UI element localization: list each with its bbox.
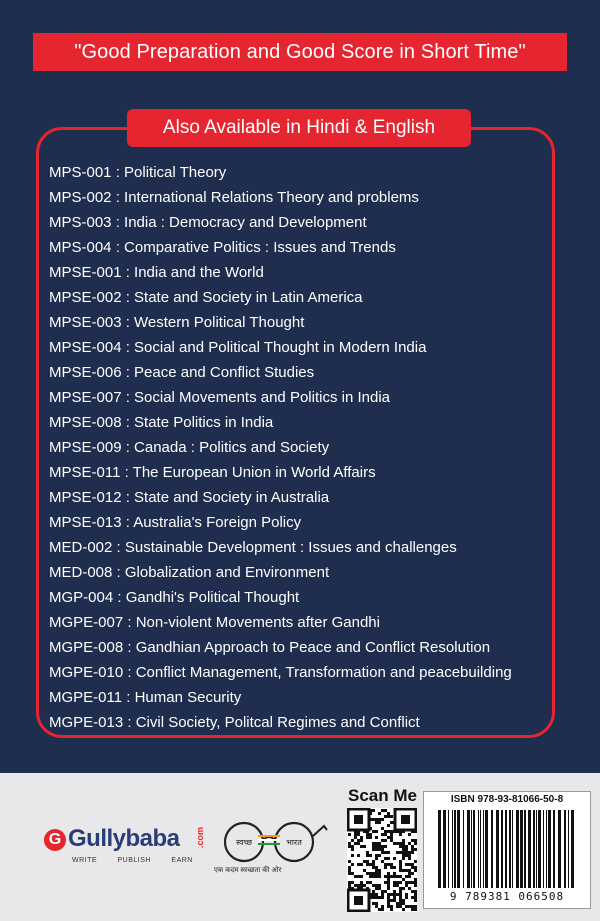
logo-tagline: WRITE PUBLISH EARN [72, 857, 193, 864]
logo-name: Gullybaba [68, 825, 180, 852]
course-item: MGPE-007 : Non-violent Movements after Gandhi [49, 614, 380, 631]
right-lens-text: भारत [286, 838, 302, 847]
course-item: MPS-002 : International Relations Theory and problems [49, 189, 419, 206]
course-item: MPS-004 : Comparative Politics : Issues and Trends [49, 239, 396, 256]
swachh-caption: एक कदम स्वच्छता की ओर [214, 867, 282, 874]
course-item: MPSE-003 : Western Political Thought [49, 314, 305, 331]
course-item: MPSE-002 : State and Society in Latin America [49, 289, 363, 306]
swachh-bharat-logo [214, 816, 328, 882]
isbn-number: ISBN 978-93-81066-50-8 [450, 794, 564, 805]
logo-mark-icon: G [44, 829, 66, 851]
course-item: MGPE-008 : Gandhian Approach to Peace and Conflict Resolution [49, 639, 491, 656]
course-item: MGP-004 : Gandhi's Political Thought [49, 589, 300, 606]
gullybaba-logo [44, 825, 209, 871]
course-item: MPSE-006 : Peace and Conflict Studies [49, 364, 315, 381]
course-item: MGPE-013 : Civil Society, Politcal Regimes and Conflict [49, 714, 420, 731]
isbn-barcode [423, 791, 591, 909]
scan-me-label: Scan Me [348, 786, 417, 805]
tagline-banner: "Good Preparation and Good Score in Short Time" [33, 33, 567, 71]
course-item: MPSE-001 : India and the World [49, 264, 264, 281]
barcode-number: 9 789381 066508 [449, 890, 565, 903]
course-item: MPSE-011 : The European Union in World Affairs [49, 464, 376, 481]
course-item: MPS-003 : India : Democracy and Development [49, 214, 367, 231]
course-item: MED-008 : Globalization and Environment [49, 564, 330, 581]
course-item: MPSE-013 : Australia's Foreign Policy [49, 514, 302, 531]
course-item: MPSE-004 : Social and Political Thought in Modern India [49, 339, 427, 356]
course-list [49, 160, 512, 735]
course-item: MPSE-012 : State and Society in Australia [49, 489, 330, 506]
spectacles-icon [214, 816, 328, 866]
availability-badge: Also Available in Hindi & English [127, 109, 471, 147]
qr-code-icon [347, 808, 417, 912]
logo-suffix: .com [195, 827, 205, 849]
course-item: MGPE-011 : Human Security [49, 689, 242, 706]
course-item: MED-002 : Sustainable Development : Issues and challenges [49, 539, 457, 556]
barcode-icon [434, 810, 580, 890]
course-item: MPSE-007 : Social Movements and Politics in India [49, 389, 390, 406]
qr-code [347, 808, 417, 912]
course-item: MGPE-010 : Conflict Management, Transformation and peacebuilding [49, 664, 512, 681]
course-item: MPSE-009 : Canada : Politics and Society [49, 439, 330, 456]
course-item: MPS-001 : Political Theory [49, 164, 227, 181]
left-lens-text: स्वच्छ [235, 838, 253, 847]
course-item: MPSE-008 : State Politics in India [49, 414, 274, 431]
